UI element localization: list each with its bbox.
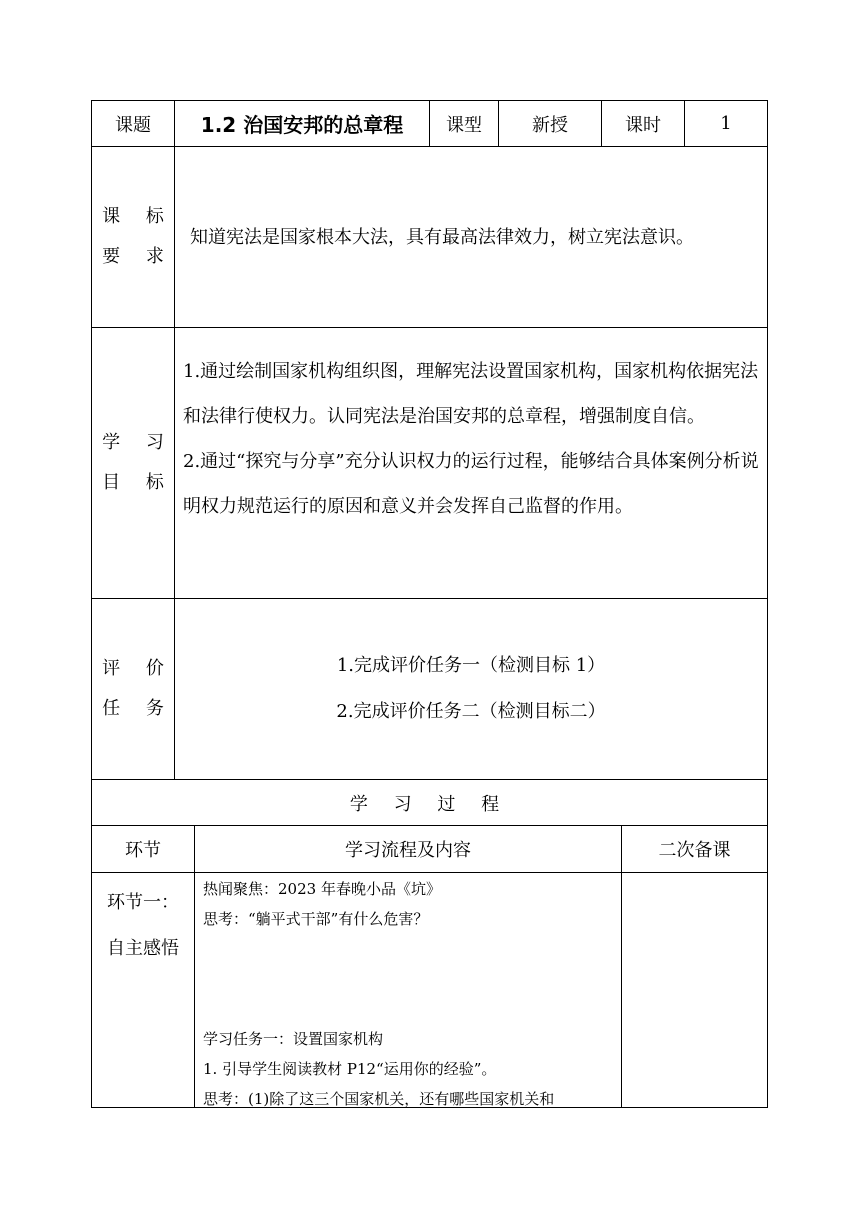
stage1-line-3: 学习任务一：设置国家机构 xyxy=(203,1030,384,1048)
col-header-content: 学习流程及内容 xyxy=(345,840,471,861)
standards-label-line-2: 要 求 xyxy=(102,246,174,267)
evaluation-list xyxy=(175,643,767,735)
stage1-line-1: 热闻聚焦：2023 年春晚小品《坑》 xyxy=(203,880,441,898)
col-header-notes: 二次备课 xyxy=(658,840,731,861)
col-header-stage: 环节 xyxy=(125,840,161,861)
evaluation-label-line-1: 评 价 xyxy=(102,658,174,679)
objectives-label-line-1: 学 习 xyxy=(102,432,174,453)
stage1-line-2: 思考：“躺平式干部”有什么危害？ xyxy=(203,910,429,928)
objectives-list xyxy=(183,349,763,529)
hours-label: 课时 xyxy=(625,114,661,136)
process-title: 学 习 过 程 xyxy=(349,793,510,815)
objective-item-1: 1.通过绘制国家机构组织图，理解宪法设置国家机构，国家机构依据宪法和法律行使权力。认同宪法是治国安邦的总章程，增强制度自信。 xyxy=(183,361,759,427)
stage1-label xyxy=(92,880,194,972)
objectives-label xyxy=(92,328,174,598)
standards-label xyxy=(92,147,174,327)
objectives-label-line-2: 目 标 xyxy=(102,472,174,493)
evaluation-label xyxy=(92,599,174,779)
objective-item-2: 2.通过“探究与分享”充分认识权力的运行过程，能够结合具体案例分析说明权力规范运行的原因和意义并会发挥自己监督的作用。 xyxy=(183,451,759,517)
hours-value: 1 xyxy=(720,113,732,134)
type-label: 课型 xyxy=(446,114,482,136)
evaluation-item-2: 2.完成评价任务二（检测目标二） xyxy=(336,701,606,722)
evaluation-item-1: 1.完成评价任务一（检测目标 1） xyxy=(336,655,606,676)
evaluation-label-line-2: 任 务 xyxy=(102,698,174,719)
stage1-label-line-2: 自主感悟 xyxy=(107,938,179,959)
stage1-content xyxy=(203,874,618,1114)
topic-value: 1.2 治国安邦的总章程 xyxy=(200,113,404,137)
stage1-line-5: 思考：(1)除了这三个国家机关，还有哪些国家机关和 xyxy=(203,1090,555,1108)
type-value: 新授 xyxy=(532,114,568,136)
stage1-label-line-1: 环节一： xyxy=(107,892,179,913)
standards-text: 知道宪法是国家根本大法，具有最高法律效力，树立宪法意识。 xyxy=(190,227,694,248)
standards-label-line-1: 课 标 xyxy=(102,206,174,227)
topic-label: 课题 xyxy=(115,114,151,136)
stage1-line-4: 1. 引导学生阅读教材 P12“运用你的经验”。 xyxy=(203,1060,497,1078)
